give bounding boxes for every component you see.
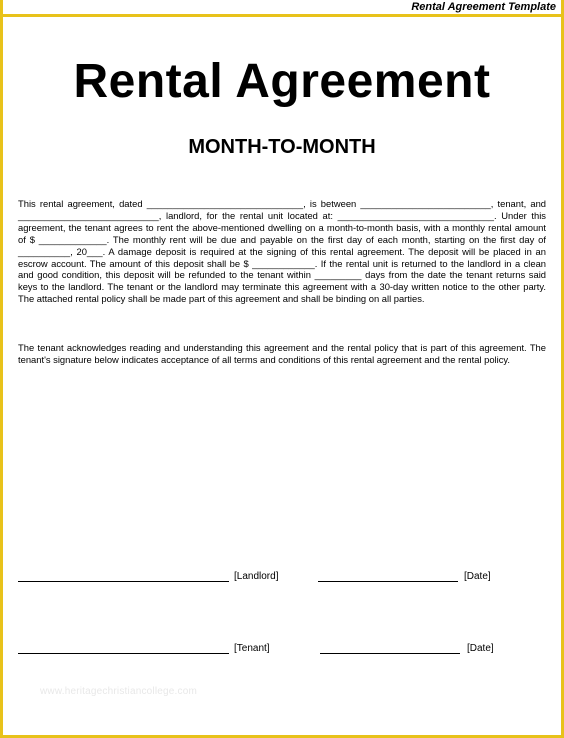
- page-border-corner-left: [0, 0, 3, 17]
- page-border-top: [0, 14, 564, 17]
- tenant-signature-line[interactable]: [18, 653, 229, 654]
- agreement-paragraph: This rental agreement, dated ______________________________, is between _________________________, tenant, and ___________________________, landlord, for the rental unit located at: ______________________________. Under this agreement, the tenant agrees to rent the above-mentioned dwelling on a month-to-month basis, with a monthly rental amount of $ _____________. The monthly rent will be due and payable on the first day of each month, starting on the first day of __________, 20___. A damage deposit is required at the signing of this rental agreement. The deposit will be placed in an escrow account. The amount of this deposit shall be $ ____________. If the rental unit is returned to the landlord in a clean and good condition, this deposit will be refunded to the tenant within _________ days from the date the tenant returns said keys to the landlord. The tenant or the landlord may terminate this agreement with a 30-day written notice to the other party. The attached rental policy shall be made part of this agreement and shall be binding on all parties.: [18, 198, 546, 305]
- landlord-label: [Landlord]: [234, 571, 279, 582]
- watermark: www.heritagechristiancollege.com: [40, 686, 198, 697]
- landlord-signature-row: [18, 571, 546, 585]
- tenant-signature-row: [18, 643, 546, 657]
- tenant-date-line[interactable]: [320, 653, 460, 654]
- tenant-date-label: [Date]: [467, 643, 494, 654]
- acknowledgement-paragraph: The tenant acknowledges reading and understanding this agreement and the rental policy that is part of this agreement. The tenant's signature below indicates acceptance of all terms and conditions of this rental agreement and the rental policy.: [18, 342, 546, 365]
- landlord-date-line[interactable]: [318, 581, 458, 582]
- tenant-label: [Tenant]: [234, 643, 270, 654]
- document-subtitle: MONTH-TO-MONTH: [188, 136, 376, 158]
- template-label: Rental Agreement Template: [411, 1, 556, 13]
- landlord-date-label: [Date]: [464, 571, 491, 582]
- landlord-signature-line[interactable]: [18, 581, 229, 582]
- document-title: Rental Agreement: [73, 55, 491, 108]
